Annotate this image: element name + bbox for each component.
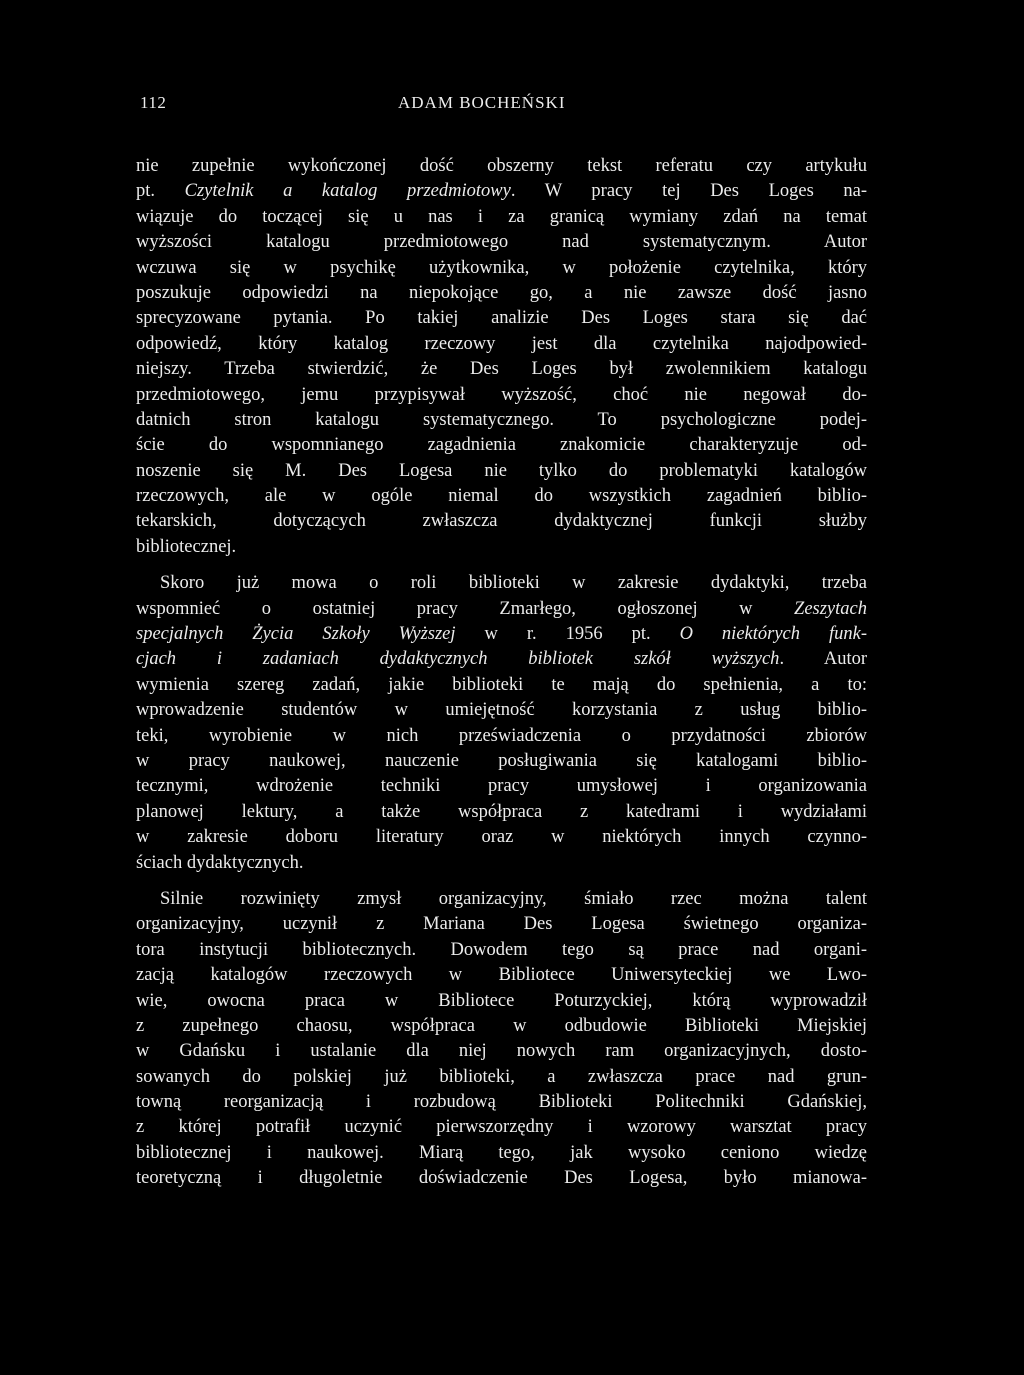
paragraph <box>136 571 867 876</box>
text-line: noszenie się M. Des Logesa nie tylko do problematyki katalogów <box>136 460 867 481</box>
text-line: teoretyczną i długoletnie doświadczenie Des Logesa, było mianowa- <box>136 1168 867 1189</box>
text-line: Skoro już mowa o roli biblioteki w zakresie dydaktyki, trzeba <box>160 573 867 594</box>
text-line: pt. Czytelnik a katalog przedmiotowy. W pracy tej Des Loges na- <box>136 181 867 202</box>
text-line: wymienia szereg zadań, jakie biblioteki te mają do spełnienia, a to: <box>136 674 867 695</box>
text-line: datnich stron katalogu systematycznego. To psychologiczne podej- <box>136 409 867 430</box>
running-head-author: ADAM BOCHEŃSKI <box>398 93 566 112</box>
text-line: wprowadzenie studentów w umiejętność korzystania z usług biblio- <box>136 700 867 721</box>
text-line: bibliotecznej. <box>136 536 237 557</box>
text-line: w zakresie doboru literatury oraz w niektórych innych czynno- <box>136 827 867 848</box>
text-line: przedmiotowego, jemu przypisywał wyższość, choć nie negował do- <box>136 384 867 405</box>
text-line: w Gdańsku i ustalanie dla niej nowych ram organizacyjnych, dosto- <box>136 1041 867 1062</box>
text-line: wczuwa się w psychikę użytkownika, w położenie czytelnika, który <box>136 257 867 278</box>
text-line: sowanych do polskiej już biblioteki, a zwłaszcza prace nad grun- <box>136 1066 867 1087</box>
text-line: w pracy naukowej, nauczenie posługiwania się katalogami biblio- <box>136 750 867 771</box>
text-line: z której potrafił uczynić pierwszorzędny i wzorowy warsztat pracy <box>136 1117 867 1138</box>
text-line: rzeczowych, ale w ogóle niemal do wszystkich zagadnień biblio- <box>136 486 867 507</box>
running-head <box>136 93 867 117</box>
text-line: planowej lektury, a także współpraca z katedrami i wydziałami <box>136 801 867 822</box>
text-line: wie, owocna praca w Bibliotece Poturzyckiej, którą wyprowadził <box>136 990 867 1011</box>
text-line: bibliotecznej i naukowej. Miarą tego, jak wysoko ceniono wiedzę <box>136 1142 867 1163</box>
text-line: tecznymi, wdrożenie techniki pracy umysłowej i organizowania <box>136 776 867 797</box>
text-line: ście do wspomnianego zagadnienia znakomicie charakteryzuje od- <box>136 435 867 456</box>
text-line: sprecyzowane pytania. Po takiej analizie Des Loges stara się dać <box>136 308 867 329</box>
text-line: teki, wyrobienie w nich przeświadczenia o przydatności zbiorów <box>136 725 867 746</box>
text-line: wiązuje do toczącej się u nas i za granicą wymiany zdań na temat <box>136 206 867 227</box>
page-number: 112 <box>140 93 167 112</box>
paragraph <box>136 154 867 560</box>
text-line: nie zupełnie wykończonej dość obszerny tekst referatu czy artykułu <box>136 156 867 176</box>
text-line: specjalnych Życia Szkoły Wyższej w r. 1956 pt. O niektórych funk- <box>136 624 867 645</box>
text-line: z zupełnego chaosu, współpraca w odbudowie Biblioteki Miejskiej <box>136 1015 867 1036</box>
text-line: tekarskich, dotyczących zwłaszcza dydaktycznej funkcji służby <box>136 511 867 532</box>
text-line: organizacyjny, uczynił z Mariana Des Logesa świetnego organiza- <box>136 914 867 935</box>
text-line: wspomnieć o ostatniej pracy Zmarłego, ogłoszonej w Zeszytach <box>136 598 867 619</box>
text-line: tora instytucji bibliotecznych. Dowodem tego są prace nad organi- <box>136 939 867 960</box>
text-line: wyższości katalogu przedmiotowego nad systematycznym. Autor <box>136 232 867 253</box>
text-line: niejszy. Trzeba stwierdzić, że Des Loges był zwolennikiem katalogu <box>136 359 867 380</box>
text-line: Silnie rozwinięty zmysł organizacyjny, śmiało rzec można talent <box>160 888 867 909</box>
text-line: poszukuje odpowiedzi na niepokojące go, a nie zawsze dość jasno <box>136 282 867 303</box>
text-line: ściach dydaktycznych. <box>136 852 304 873</box>
paragraph <box>136 887 867 1192</box>
text-line: cjach i zadaniach dydaktycznych bibliotek szkół wyższych. Autor <box>136 649 867 670</box>
text-line: odpowiedź, który katalog rzeczowy jest dla czytelnika najodpowied- <box>136 333 867 354</box>
body-text <box>136 154 867 1192</box>
book-page <box>136 93 867 1192</box>
text-line: zacją katalogów rzeczowych w Bibliotece Uniwersyteckiej we Lwo- <box>136 965 867 986</box>
text-line: towną reorganizacją i rozbudową Biblioteki Politechniki Gdańskiej, <box>136 1092 867 1113</box>
